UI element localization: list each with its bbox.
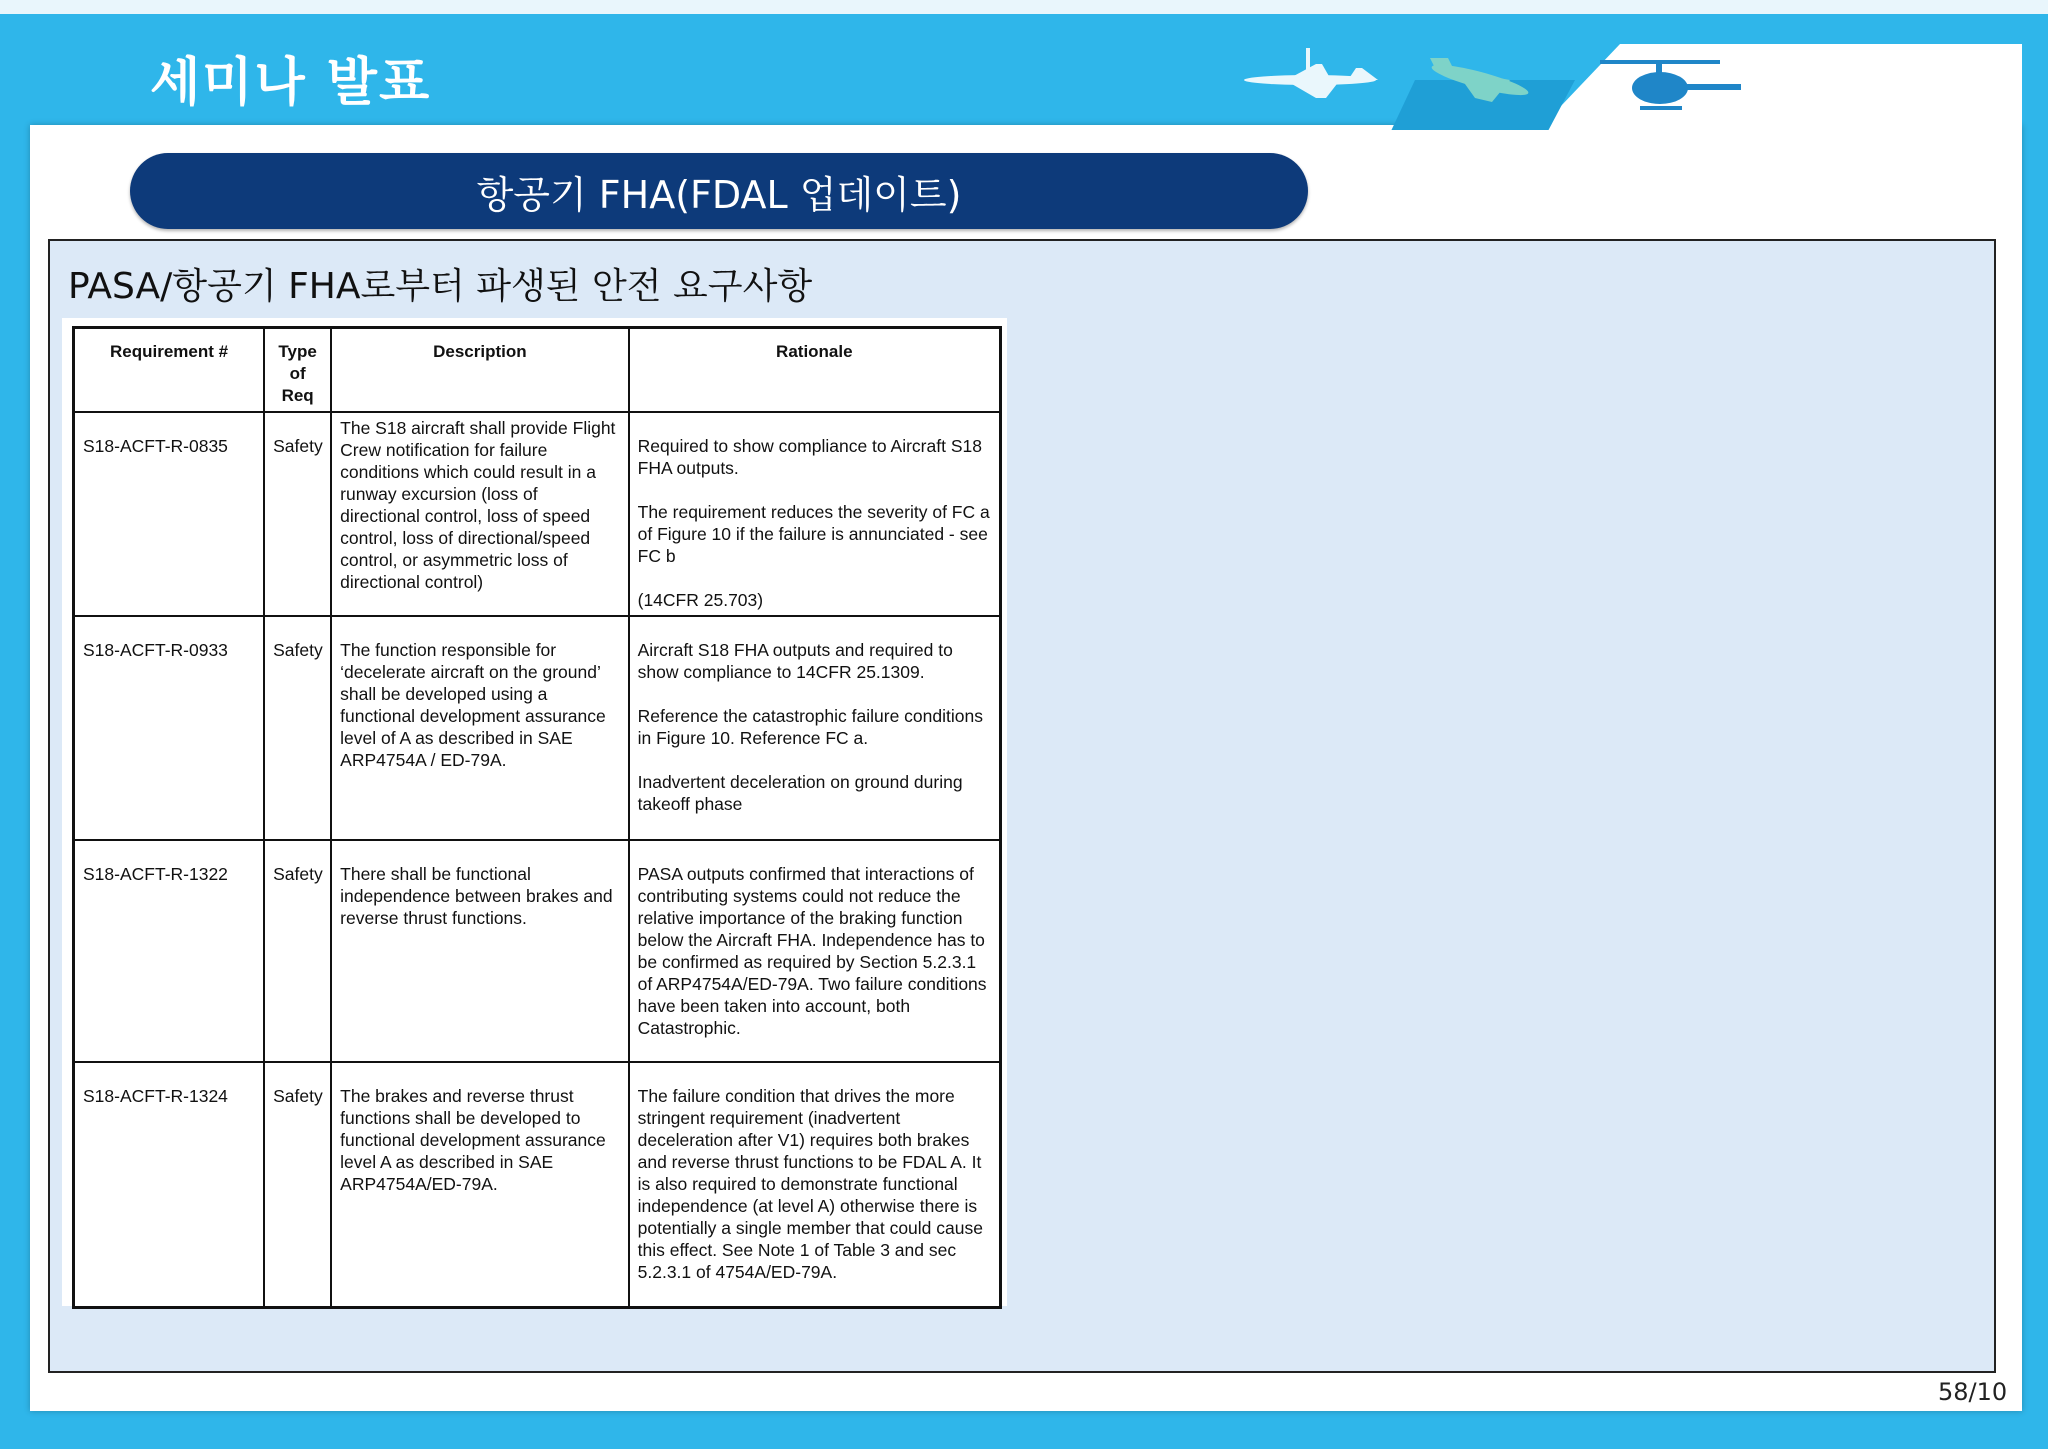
requirement-description: There shall be functional independence between brakes and reverse thrust functions. [331,840,628,1062]
requirement-description: The S18 aircraft shall provide Flight Crew notification for failure conditions which could result in a runway excursion (loss of directional control, loss of speed control, loss of directional/speed control, or asymmetric loss of directional control) [331,412,628,616]
table-row [74,412,1001,616]
table-row [74,1062,1001,1307]
rationale-paragraph: PASA outputs confirmed that interactions of contributing systems could not reduce the relative importance of the braking function below the Aircraft FHA. Independence has to be confirmed as required by Section 5.2.3.1 of ARP4754A/ED-79A. Two failure conditions have been taken into account, both Catastrophic. [637,864,987,1038]
requirement-rationale [629,412,1001,616]
subtitle-banner: 항공기 FHA(FDAL 업데이트) [130,153,1308,229]
helicopter-icon [1600,60,1741,110]
requirement-description: The function responsible for ‘decelerate aircraft on the ground’ shall be developed using a functional development assurance level of A as described in SAE ARP4754A / ED-79A. [331,616,628,840]
rationale-paragraph: The requirement reduces the severity of FC a of Figure 10 if the failure is annunciated - see FC b [637,502,990,566]
rationale-paragraph: Aircraft S18 FHA outputs and required to show compliance to 14CFR 25.1309. [637,640,953,682]
requirement-type: Safety [264,1062,331,1307]
requirement-id: S18-ACFT-R-1324 [74,1062,265,1307]
requirements-table [72,326,1002,1309]
requirement-id: S18-ACFT-R-0835 [74,412,265,616]
rationale-paragraph: Reference the catastrophic failure conditions in Figure 10. Reference FC a. [637,706,983,748]
slide-title: 세미나 발표 [150,53,432,113]
requirement-rationale [629,840,1001,1062]
requirement-type: Safety [264,616,331,840]
page-number: 58/10 [1938,1378,2008,1406]
rationale-paragraph: The failure condition that drives the more stringent requirement (inadvertent deceleration after V1) requires both brakes and reverse thrust functions to be FDAL A. It is also required to demonstrate functional independence (at level A) otherwise there is potentially a single member that could cause this effect. See Note 1 of Table 3 and sec 5.2.3.1 of 4754A/ED-79A. [637,1086,983,1282]
requirement-rationale [629,616,1001,840]
rationale-paragraph: Required to show compliance to Aircraft S18 FHA outputs. [637,436,982,478]
column-header: Rationale [629,328,1001,413]
requirement-type: Safety [264,412,331,616]
column-header: Type of Req [264,328,331,413]
aircraft-banner [1230,40,1750,130]
top-frame [0,0,2048,14]
table-row [74,840,1001,1062]
rationale-paragraph: Inadvertent deceleration on ground during takeoff phase [637,772,963,814]
column-header: Description [331,328,628,413]
column-header: Requirement # [74,328,265,413]
section-heading: PASA/항공기 FHA로부터 파생된 안전 요구사항 [68,266,813,307]
requirement-description: The brakes and reverse thrust functions shall be developed to functional development assurance level A as described in SAE ARP4754A/ED-79A. [331,1062,628,1307]
table-header-row [74,328,1001,413]
requirements-table-image [62,318,1007,1306]
rationale-paragraph: (14CFR 25.703) [637,590,764,610]
requirement-id: S18-ACFT-R-0933 [74,616,265,840]
table-row [74,616,1001,840]
requirement-id: S18-ACFT-R-1322 [74,840,265,1062]
requirement-rationale [629,1062,1001,1307]
requirement-type: Safety [264,840,331,1062]
